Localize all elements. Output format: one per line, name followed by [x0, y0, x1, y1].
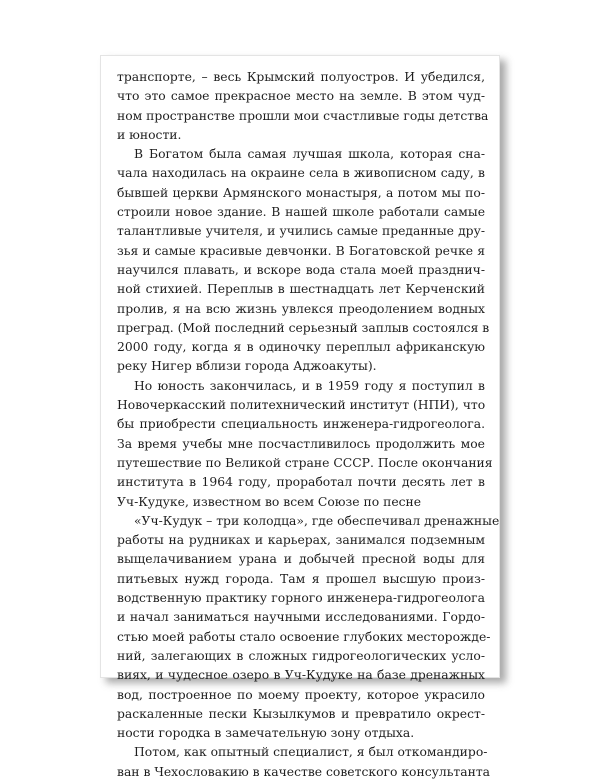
- page-text: [117, 68, 500, 782]
- text-line: «Уч-Кудук – три колодца», где обеспечивал дренажные: [134, 513, 500, 528]
- text-line: питьевых нужд города. Там я прошел высшую произ-: [117, 571, 485, 586]
- text-line: водственную практику горного инженера-гидрогеолога: [117, 591, 485, 606]
- text-line: За время учебы мне посчастливилось продолжить мое: [117, 436, 485, 451]
- text-line: и юности.: [117, 127, 182, 142]
- text-line: чала находилась на окраине села в живописном саду, в: [117, 166, 485, 181]
- text-line: и начал заниматься научными исследованиями. Гордо-: [117, 610, 485, 625]
- text-line: института в 1964 году, проработал почти десять лет в: [117, 475, 485, 490]
- text-line: выщелачиванием урана и добычей пресной воды для: [117, 552, 485, 567]
- text-line: виях, и чудесное озеро в Уч-Кудуке на базе дренажных: [117, 668, 485, 683]
- text-line: реку Нигер вблизи города Аджоакуты).: [117, 359, 377, 374]
- text-line: стью моей работы стало освоение глубоких месторожде-: [117, 629, 491, 644]
- text-line: ной стихией. Переплыв в шестнадцать лет Керченский: [117, 282, 485, 297]
- text-line: путешествие по Великой стране СССР. После окончания: [117, 455, 493, 470]
- text-line: преград. (Мой последний серьезный заплыв состоялся в: [117, 320, 490, 335]
- text-line: Новочеркасский политехнический институт (НПИ), что: [117, 398, 486, 413]
- text-line: талантливые учителя, и учились самые преданные дру-: [117, 224, 485, 239]
- text-line: что это самое прекрасное место на земле. В этом чуд-: [117, 89, 485, 104]
- text-line: 2000 году, когда я в одиночку переплыл африканскую: [117, 340, 485, 355]
- text-line: Потом, как опытный специалист, я был откомандиро-: [134, 745, 488, 760]
- text-line: В Богатом была самая лучшая школа, которая сна-: [134, 147, 485, 162]
- text-line: раскаленные пески Кызылкумов и превратило окрест-: [117, 706, 485, 721]
- text-line: работы на рудниках и карьерах, занимался подземным: [117, 533, 485, 548]
- text-line: Уч-Кудуке, известном во всем Союзе по песне: [117, 494, 422, 509]
- text-line: бы приобрести специальность инженера-гидрогеолога.: [117, 417, 485, 432]
- text-line: пролив, я на всю жизнь увлекся преодолением водных: [117, 301, 485, 316]
- text-line: научился плавать, и вскоре вода стала моей празднич-: [117, 262, 485, 277]
- text-line: Но юность закончилась, и в 1959 году я поступил в: [134, 378, 485, 393]
- text-line: ности городка в замечательную зону отдыха.: [117, 726, 415, 741]
- text-line: зья и самые красивые девчонки. В Богатовской речке я: [117, 243, 485, 258]
- text-line: транспорте, – весь Крымский полуостров. И убедился,: [117, 70, 485, 84]
- text-line: бывшей церкви Армянского монастыря, а потом мы по-: [117, 185, 485, 200]
- text-line: ван в Чехословакию в качестве советского консультанта: [117, 764, 491, 779]
- book-page: [100, 55, 500, 779]
- text-line: строили новое здание. В нашей школе работали самые: [117, 205, 485, 220]
- text-line: вод, построенное по моему проекту, которое украсило: [117, 687, 485, 702]
- text-line: ном пространстве прошли мои счастливые годы детства: [117, 108, 489, 123]
- text-line: ний, залегающих в сложных гидрогеологических усло-: [117, 648, 485, 663]
